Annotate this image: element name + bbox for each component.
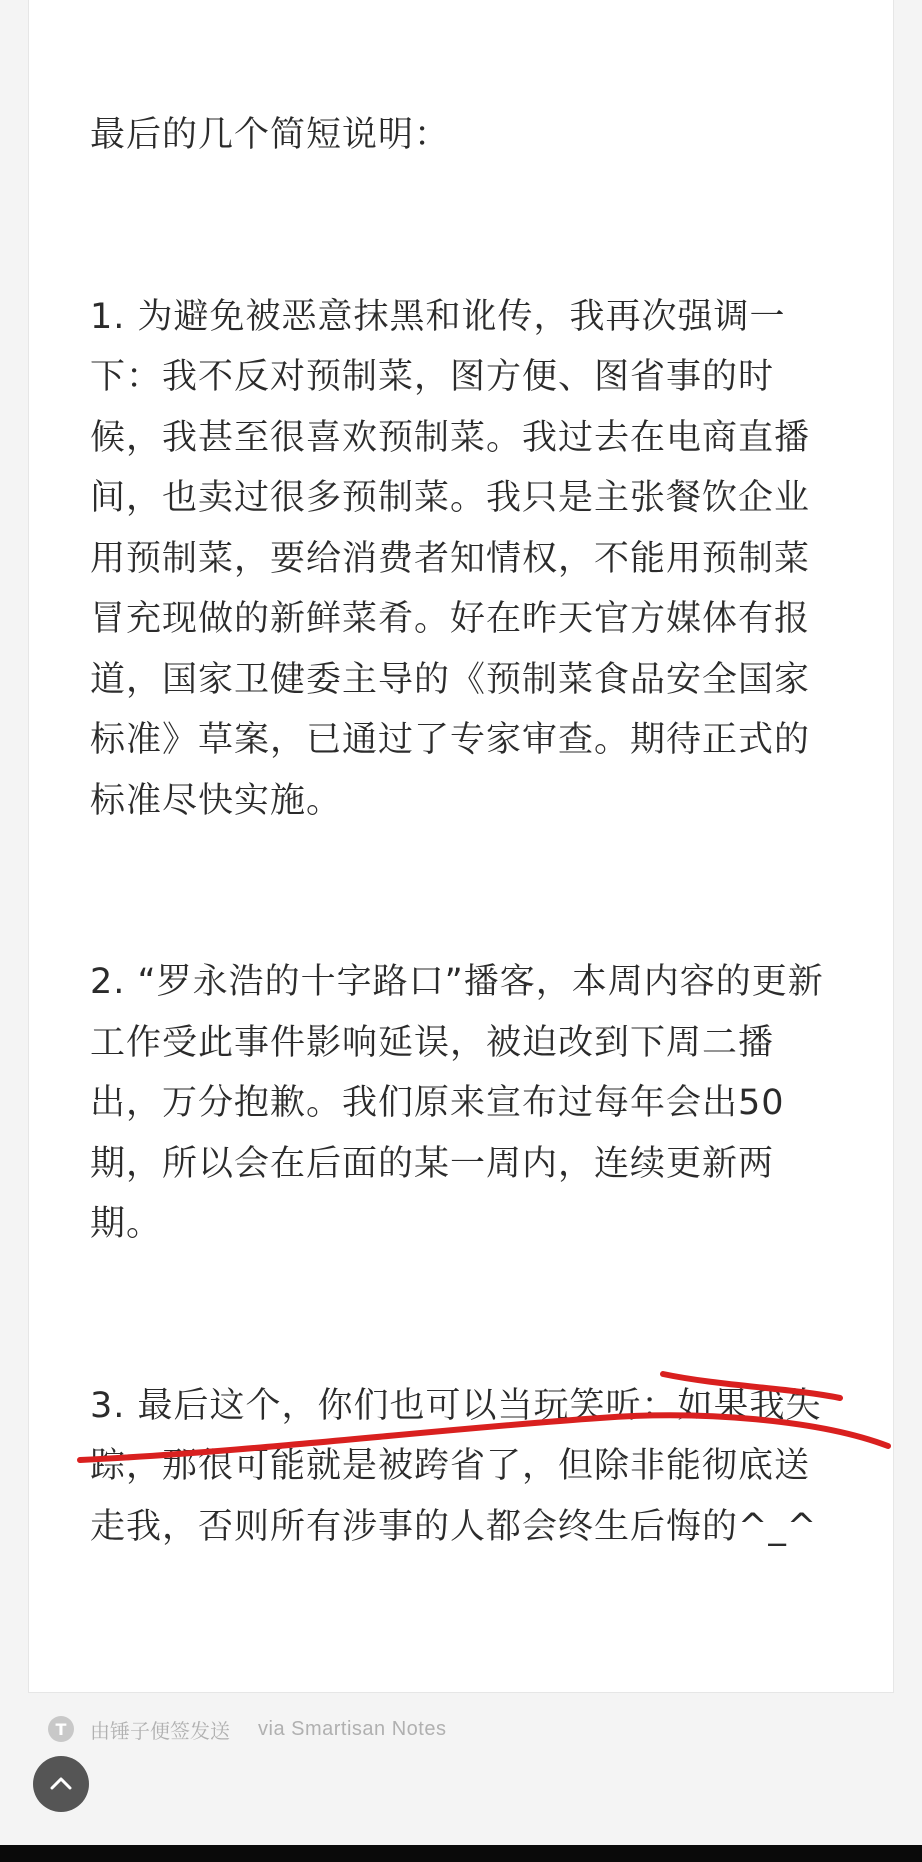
note-paragraph-3: 3. 最后这个，你们也可以当玩笑听：如果我失踪，那很可能就是被跨省了，但除非能彻底送走我，否则所有涉事的人都会终生后悔的^_^: [90, 1385, 822, 1547]
note-paragraph-2: 2. “罗永浩的十字路口”播客，本周内容的更新工作受此事件影响延误，被迫改到下周二播出，万分抱歉。我们原来宣布过每年会出50期，所以会在后面的某一周内，连续更新两期。: [90, 962, 824, 1244]
smartisan-t-icon: T: [48, 1716, 74, 1742]
bottom-bar: [0, 1845, 922, 1862]
note-paragraph-1: 1. 为避免被恶意抹黑和讹传，我再次强调一下：我不反对预制菜，图方便、图省事的时候，我甚至很喜欢预制菜。我过去在电商直播间，也卖过很多预制菜。我只是主张餐饮企业用预制菜，要给消费者知情权，不能用预制菜冒充现做的新鲜菜肴。好在昨天官方媒体有报道，国家卫健委主导的《预制菜食品安全国家标准》草案，已通过了专家审查。期待正式的标准尽快实施。: [90, 296, 811, 821]
sent-by-text: 由锤子便签发送: [90, 1718, 230, 1743]
note-paragraph-intro: 最后的几个简短说明：: [90, 115, 451, 155]
scroll-to-top-button[interactable]: [33, 1756, 89, 1812]
note-footer: [48, 1714, 446, 1744]
via-app-text: via Smartisan Notes: [258, 1717, 447, 1740]
chevron-up-icon: [46, 1769, 76, 1799]
note-body: [90, 105, 830, 1557]
